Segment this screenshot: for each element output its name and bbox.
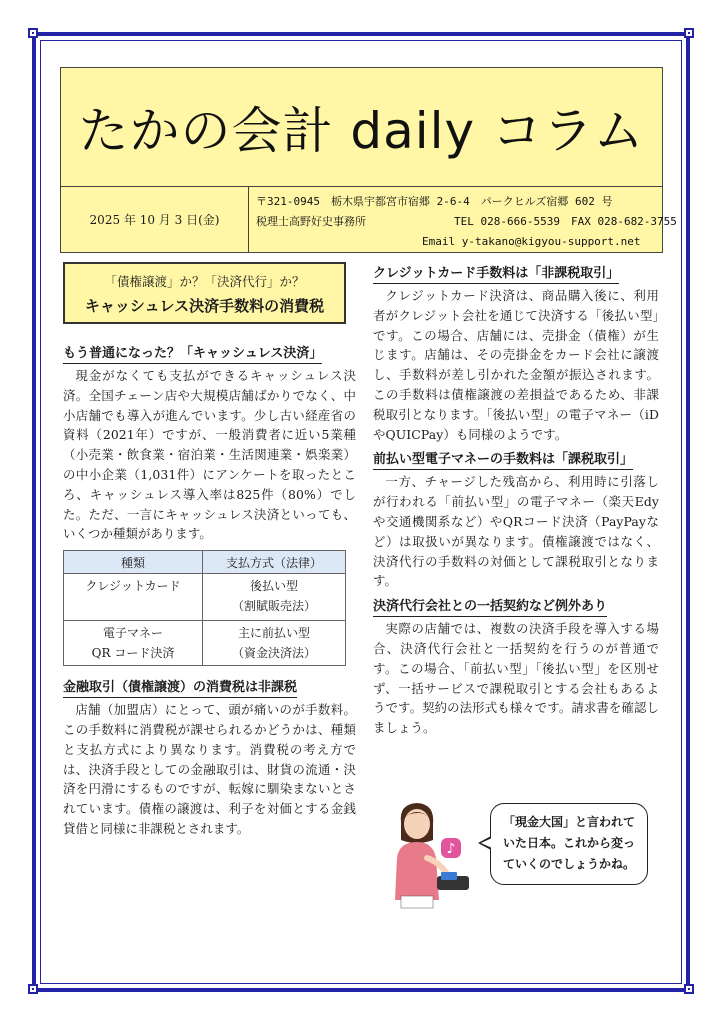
section-heading: 決済代行会社との一括契約など例外あり — [373, 598, 607, 617]
frame-corner — [684, 984, 694, 994]
section-body: 実際の店舗では、複数の決済手段を導入する場合、決済代行会社と一括契約を行うのが普通です。この場合、「前払い型」「後払い型」を区別せず、一括サービスで課税取引とする会社もあるようです。契約の法形式も様々です。請求書を確認しましょう。 — [373, 621, 659, 736]
article-subtitle: 「債権譲渡」か？「決済代行」か？ — [104, 274, 305, 289]
speech-bubble-tail-fill — [481, 838, 492, 848]
article-title: キャッシュレス決済手数料の消費税 — [84, 297, 325, 315]
table-header: 種類 — [64, 551, 203, 574]
newsletter-title: たかの会計 daily コラム — [78, 102, 645, 160]
face-shape — [404, 809, 430, 839]
bubble-line: ていくのでしょうかね。 — [503, 857, 636, 871]
office-address: 〒321-0945 栃木県宇都宮市宿郷 2-6-4 パークヒルズ宿郷 602 号 — [256, 195, 613, 208]
frame-corner — [28, 984, 38, 994]
table-row — [64, 574, 346, 621]
office-phone-fax: TEL 028-666-5539 FAX 028-682-3755 — [454, 215, 677, 228]
office-name: 税理士高野好史事務所 — [256, 215, 366, 228]
article-title-box — [63, 262, 346, 324]
section-heading: 前払い型電子マネーの手数料は「課税取引」 — [373, 451, 633, 470]
office-email: Email y-takano@kigyou-support.net — [422, 235, 641, 248]
masthead — [60, 67, 677, 253]
frame-corner — [28, 28, 38, 38]
skirt-shape — [401, 896, 433, 908]
table-cell: QR コード決済 — [91, 646, 175, 661]
issue-date: 2025 年 10 月 3 日(金) — [89, 213, 220, 227]
section-body: 現金がなくても支払ができるキャッシュレス決済。全国チェーン店や大規模店舗ばかりでなく、中小店舗でも導入が進んでいます。少し古い経産省の資料（2021年）ですが、一般消費者に近い5業種（小売業・飲食業・宿泊業・生活関連業・娯楽業）の中小企業（1,031件）にアンケートを取ったところ、キャッシュレス導入率は825件（80%）でした。ただ、一言にキャッシュレス決済といっても、いくつか種類があります。 — [63, 368, 356, 542]
section-body: 店舗（加盟店）にとって、頭が痛いのが手数料。この手数料に消費税が課せられるかどうかは、種類と支払方式により異なります。消費税の考え方では、決済手段としての金融取引は、財貨の流通・決済を円滑にするものですが、転嫁に馴染まないとされています。債権の譲渡は、利子を対価とする金銭貸借と同様に非課税とされます。 — [63, 702, 356, 836]
section-heading: クレジットカード手数料は「非課税取引」 — [373, 265, 619, 284]
table-cell: 後払い型 — [249, 579, 298, 594]
shirt-shape — [395, 842, 439, 900]
table-row — [64, 621, 346, 666]
bubble-line: いた日本。これから変っ — [503, 836, 636, 850]
office-contact — [256, 192, 677, 252]
left-column — [63, 262, 356, 839]
cashless-payment-illustration — [383, 800, 483, 910]
smartphone-icon — [441, 872, 457, 880]
table-cell: クレジットカード — [85, 579, 181, 594]
section-body: クレジットカード決済は、商品購入後に、利用者がクレジット会社を通じて決済する「後払い型」です。この場合、店舗には、売掛金（債権）が生じます。店舗は、その売掛金をカード会社に譲渡し、手数料が差し引かれた金額が振込されます。この手数料は債権譲渡の差損益であるため、非課税取引となります。「後払い型」の電子マネー（iDやQUICPay）も同様のようです。 — [373, 288, 659, 442]
speech-bubble — [490, 803, 648, 885]
table-cell: 主に前払い型 — [237, 626, 310, 641]
section-heading: もう普通になった？「キャッシュレス決済」 — [63, 345, 322, 364]
section-heading: 金融取引（債権譲渡）の消費税は非課税 — [63, 679, 297, 698]
bubble-line: 「現金大国」と言われて — [503, 815, 636, 829]
table-header: 支払方式（法律） — [203, 551, 346, 574]
right-column — [373, 262, 659, 738]
payment-types-table — [63, 550, 346, 666]
masthead-vertical-divider — [248, 186, 249, 253]
table-cell: 電子マネー — [102, 626, 163, 641]
section-body: 一方、チャージした残高から、利用時に引落しが行われる「前払い型」の電子マネー（楽天Edyや交通機関系など）やQRコード決済（PayPayなど）は取扱いが異なります。債権譲渡ではなく、決済代行の手数料の対価として課税取引となります。 — [373, 474, 659, 589]
frame-corner — [684, 28, 694, 38]
table-cell: （資金決済法） — [231, 646, 316, 661]
music-note-icon: ♪ — [446, 841, 456, 857]
table-cell: （割賦販売法） — [231, 599, 316, 614]
